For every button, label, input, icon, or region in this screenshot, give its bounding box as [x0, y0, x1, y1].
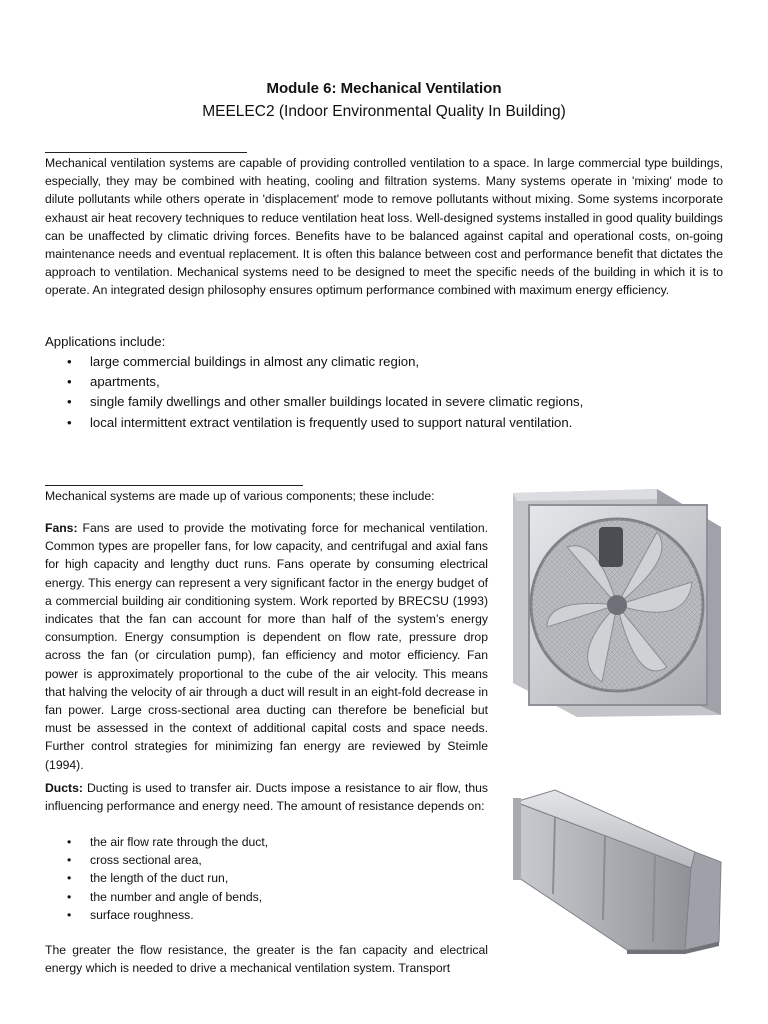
list-item: • cross sectional area,	[45, 851, 268, 869]
fans-paragraph	[45, 519, 488, 774]
page-title: Module 6: Mechanical Ventilation	[266, 80, 502, 97]
fans-heading: Fans:	[45, 521, 78, 535]
applications-label: Applications include:	[45, 334, 166, 349]
components-intro: Mechanical systems are made up of various components; these include:	[45, 489, 435, 503]
list-item: • single family dwellings and other smaller buildings located in severe climatic regions,	[45, 392, 583, 412]
list-item: • apartments,	[45, 372, 583, 392]
list-item: • the number and angle of bends,	[45, 888, 268, 906]
list-item: • surface roughness.	[45, 906, 268, 924]
box-fan-image	[507, 487, 725, 719]
bullet-icon: •	[67, 835, 72, 849]
applications-list	[45, 352, 583, 433]
bullet-icon: •	[67, 354, 72, 369]
box-fan-icon	[507, 487, 725, 719]
ducts-heading: Ducts:	[45, 781, 83, 795]
intro-paragraph: Mechanical ventilation systems are capable of providing controlled ventilation to a space. In large commercial type buildings, especially, they may be combined with heating, cooling and filtration systems. Many systems operate in 'mixing' mode to dilute pollutants while others operate in 'displacement' mode to remove pollutants without mixing. Some systems incorporate exhaust air heat recovery techniques to reduce ventilation heat loss. Well-designed systems installed in good quality buildings can be unaffected by climatic driving forces. Benefits have to be balanced against capital and operational costs, on-going maintenance needs and eventual replacement. It is often this balance between cost and performance benefit that dictates the approach to ventilation. Mechanical systems need to be designed to meet the specific needs of the building in which it is to operate. An integrated design philosophy ensures optimum performance combined with maximum energy efficiency.	[45, 156, 723, 298]
bullet-icon: •	[67, 414, 72, 430]
bullet-icon: •	[67, 907, 72, 922]
fans-text: Fans are used to provide the motivating force for mechanical ventilation. Common types are propeller fans, for low capacity, and centrifugal and axial fans for high capacity and lengthy duct runs. Fans operate by consuming electrical energy. This energy can represent a very significant factor in the energy budget of a commercial building air conditioning system. Work reported by BRECSU (1993) indicates that the fan can account for more than half of the system’s energy consumption. Energy consumption is dependent on flow rate, pressure drop across the fan (or circulation pump), fan efficiency and motor efficiency. Fan power is approximately proportional to the cube of the air velocity. This means that halving the velocity of air through a duct will result in an eight-fold decrease in fan power. Large cross-sectional area ducting can therefore be beneficial but must be assessed in the context of additional capital costs and space needs. Further control strategies for minimizing fan energy are reviewed by Steimle (1994).	[45, 521, 488, 772]
bullet-icon: •	[67, 374, 72, 390]
list-item: • local intermittent extract ventilation is frequently used to support natural ventilation.	[45, 413, 583, 433]
page-subtitle: MEELEC2 (Indoor Environmental Quality In Building)	[202, 103, 566, 120]
bullet-icon: •	[67, 889, 72, 904]
section-rule	[45, 152, 247, 153]
ducts-text: Ducting is used to transfer air. Ducts impose a resistance to air flow, thus influencing performance and energy need. The amount of resistance depends on:	[45, 781, 488, 814]
duct-icon	[495, 782, 725, 954]
ducts-factors-list	[45, 833, 268, 924]
list-item: • the air flow rate through the duct,	[45, 833, 268, 851]
bullet-icon: •	[67, 394, 72, 410]
bullet-icon: •	[67, 871, 72, 886]
list-item: • the length of the duct run,	[45, 869, 268, 887]
ducts-paragraph	[45, 779, 488, 815]
closing-paragraph: The greater the flow resistance, the greater is the fan capacity and electrical energy which is needed to drive a mechanical ventilation system. Transport	[45, 943, 488, 976]
bullet-icon: •	[67, 853, 72, 868]
duct-image	[495, 782, 725, 954]
list-item: • large commercial buildings in almost any climatic region,	[45, 352, 583, 372]
section-rule	[45, 485, 303, 486]
